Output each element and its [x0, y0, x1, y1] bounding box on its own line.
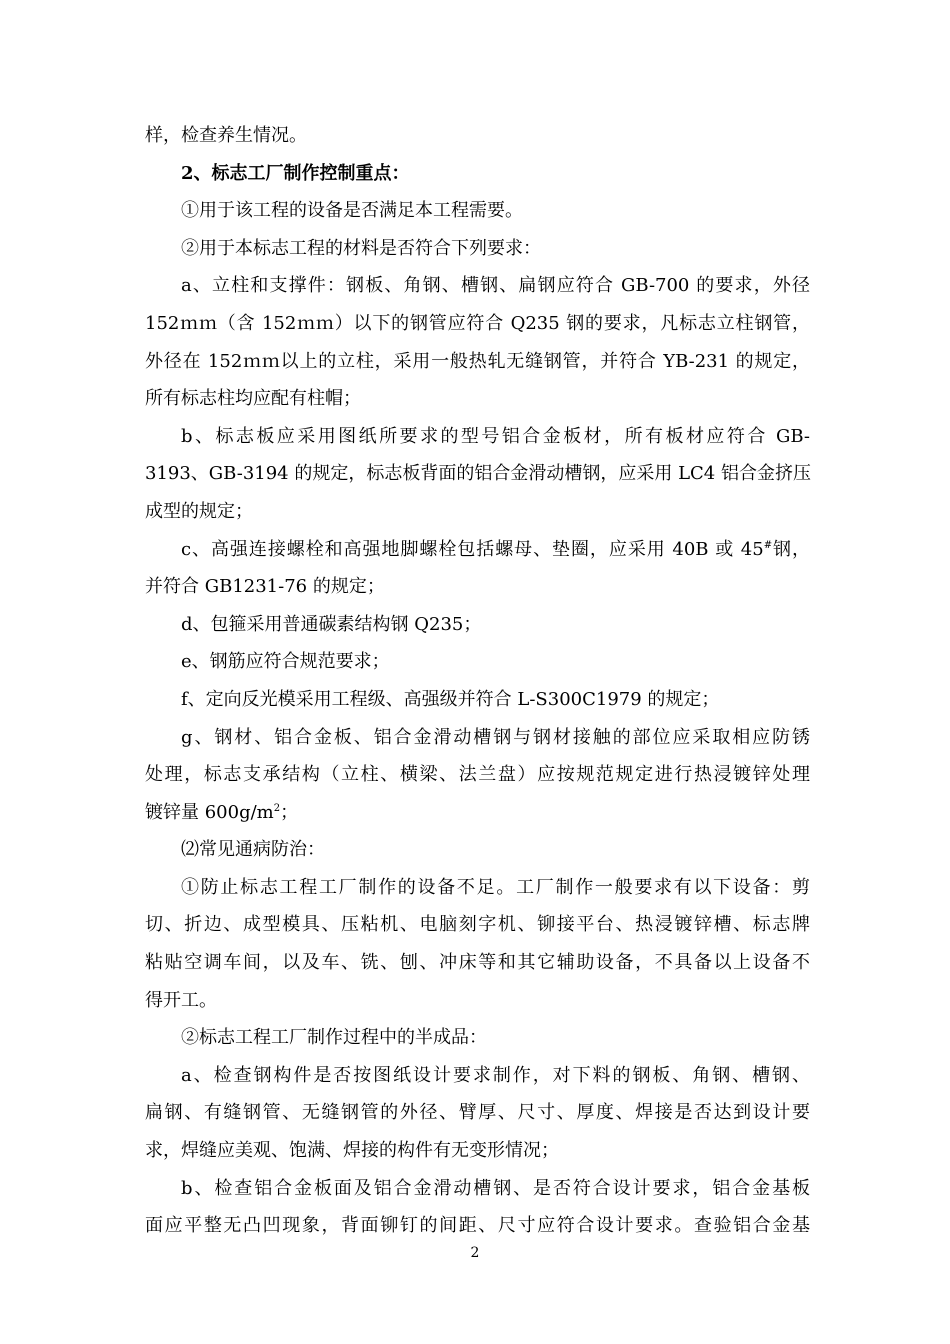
- paragraph-line: f、定向反光模采用工程级、高强级并符合 L-S300C1979 的规定；: [181, 688, 720, 710]
- line-text-suffix: 钢，: [772, 538, 811, 560]
- line-text-suffix: ；: [280, 801, 299, 823]
- paragraph-line: [145, 794, 810, 832]
- paragraph-line: 求，焊缝应美观、饱满、焊接的构件有无变形情况；: [145, 1140, 559, 1162]
- superscript-mark: 2: [273, 802, 281, 814]
- paragraph-line: 成型的规定；: [145, 500, 253, 522]
- paragraph-line: [145, 531, 810, 569]
- paragraph-line: 处理，标志支承结构（立柱、横梁、法兰盘）应按规范规定进行热浸镀锌处理: [145, 764, 810, 786]
- superscript-mark: #: [763, 539, 773, 551]
- paragraph-line: 外径在 152ｍｍ以上的立柱，采用一般热轧无缝钢管，并符合 YB-231 的规定，: [145, 350, 810, 372]
- page-number: 2: [470, 1245, 480, 1261]
- paragraph-line: 样，检查养生情况。: [145, 125, 307, 146]
- section-heading: 2、标志工厂制作控制重点：: [181, 162, 410, 184]
- paragraph-line: d、包箍采用普通碳素结构钢 Q235；: [181, 613, 482, 635]
- paragraph-line: ②用于本标志工程的材料是否符合下列要求：: [181, 237, 541, 259]
- paragraph-line: ①防止标志工程工厂制作的设备不足。工厂制作一般要求有以下设备：剪: [181, 876, 810, 898]
- paragraph-line: 面应平整无凸凹现象，背面铆钉的间距、尺寸应符合设计要求。查验铝合金基: [145, 1215, 810, 1237]
- paragraph-line: 得开工。: [145, 989, 217, 1011]
- paragraph-line: e、钢筋应符合规范要求；: [181, 651, 390, 673]
- subsection-heading: ⑵常见通病防治：: [181, 839, 325, 861]
- paragraph-line: b、标志板应采用图纸所要求的型号铝合金板材，所有板材应符合 GB-: [181, 425, 810, 447]
- paragraph-line: 3193、GB-3194 的规定，标志板背面的铝合金滑动槽钢，应采用 LC4 铝合金挤压: [145, 463, 811, 485]
- paragraph-line: g、钢材、铝合金板、铝合金滑动槽钢与钢材接触的部位应采取相应防锈: [181, 726, 810, 748]
- paragraph-line: 所有标志柱均应配有柱帽；: [145, 388, 361, 410]
- paragraph-line: 扁钢、有缝钢管、无缝钢管的外径、臂厚、尺寸、厚度、焊接是否达到设计要: [145, 1102, 810, 1124]
- paragraph-line: 并符合 GB1231-76 的规定；: [145, 576, 385, 598]
- paragraph-line: 152ｍｍ（含 152ｍｍ）以下的钢管应符合 Q235 钢的要求，凡标志立柱钢管，: [145, 312, 810, 334]
- document-body: [145, 117, 810, 1245]
- paragraph-line: 切、折边、成型模具、压粘机、电脑刻字机、铆接平台、热浸镀锌槽、标志牌: [145, 914, 810, 936]
- paragraph-line: a、检查钢构件是否按图纸设计要求制作，对下料的钢板、角钢、槽钢、: [181, 1064, 810, 1086]
- paragraph-line: a、立柱和支撑件：钢板、角钢、槽钢、扁钢应符合 GB-700 的要求，外径: [181, 275, 810, 297]
- paragraph-line: b、检查铝合金板面及铝合金滑动槽钢、是否符合设计要求，铝合金基板: [181, 1177, 810, 1199]
- paragraph-line: ①用于该工程的设备是否满足本工程需要。: [181, 200, 523, 222]
- line-text: 镀锌量 600g/m: [145, 801, 274, 823]
- line-text: c、高强连接螺栓和高强地脚螺栓包括螺母、垫圈，应采用 40B 或 45: [181, 538, 764, 560]
- paragraph-line: ②标志工程工厂制作过程中的半成品：: [181, 1027, 487, 1049]
- paragraph-line: 粘贴空调车间，以及车、铣、刨、冲床等和其它辅助设备，不具备以上设备不: [145, 952, 810, 974]
